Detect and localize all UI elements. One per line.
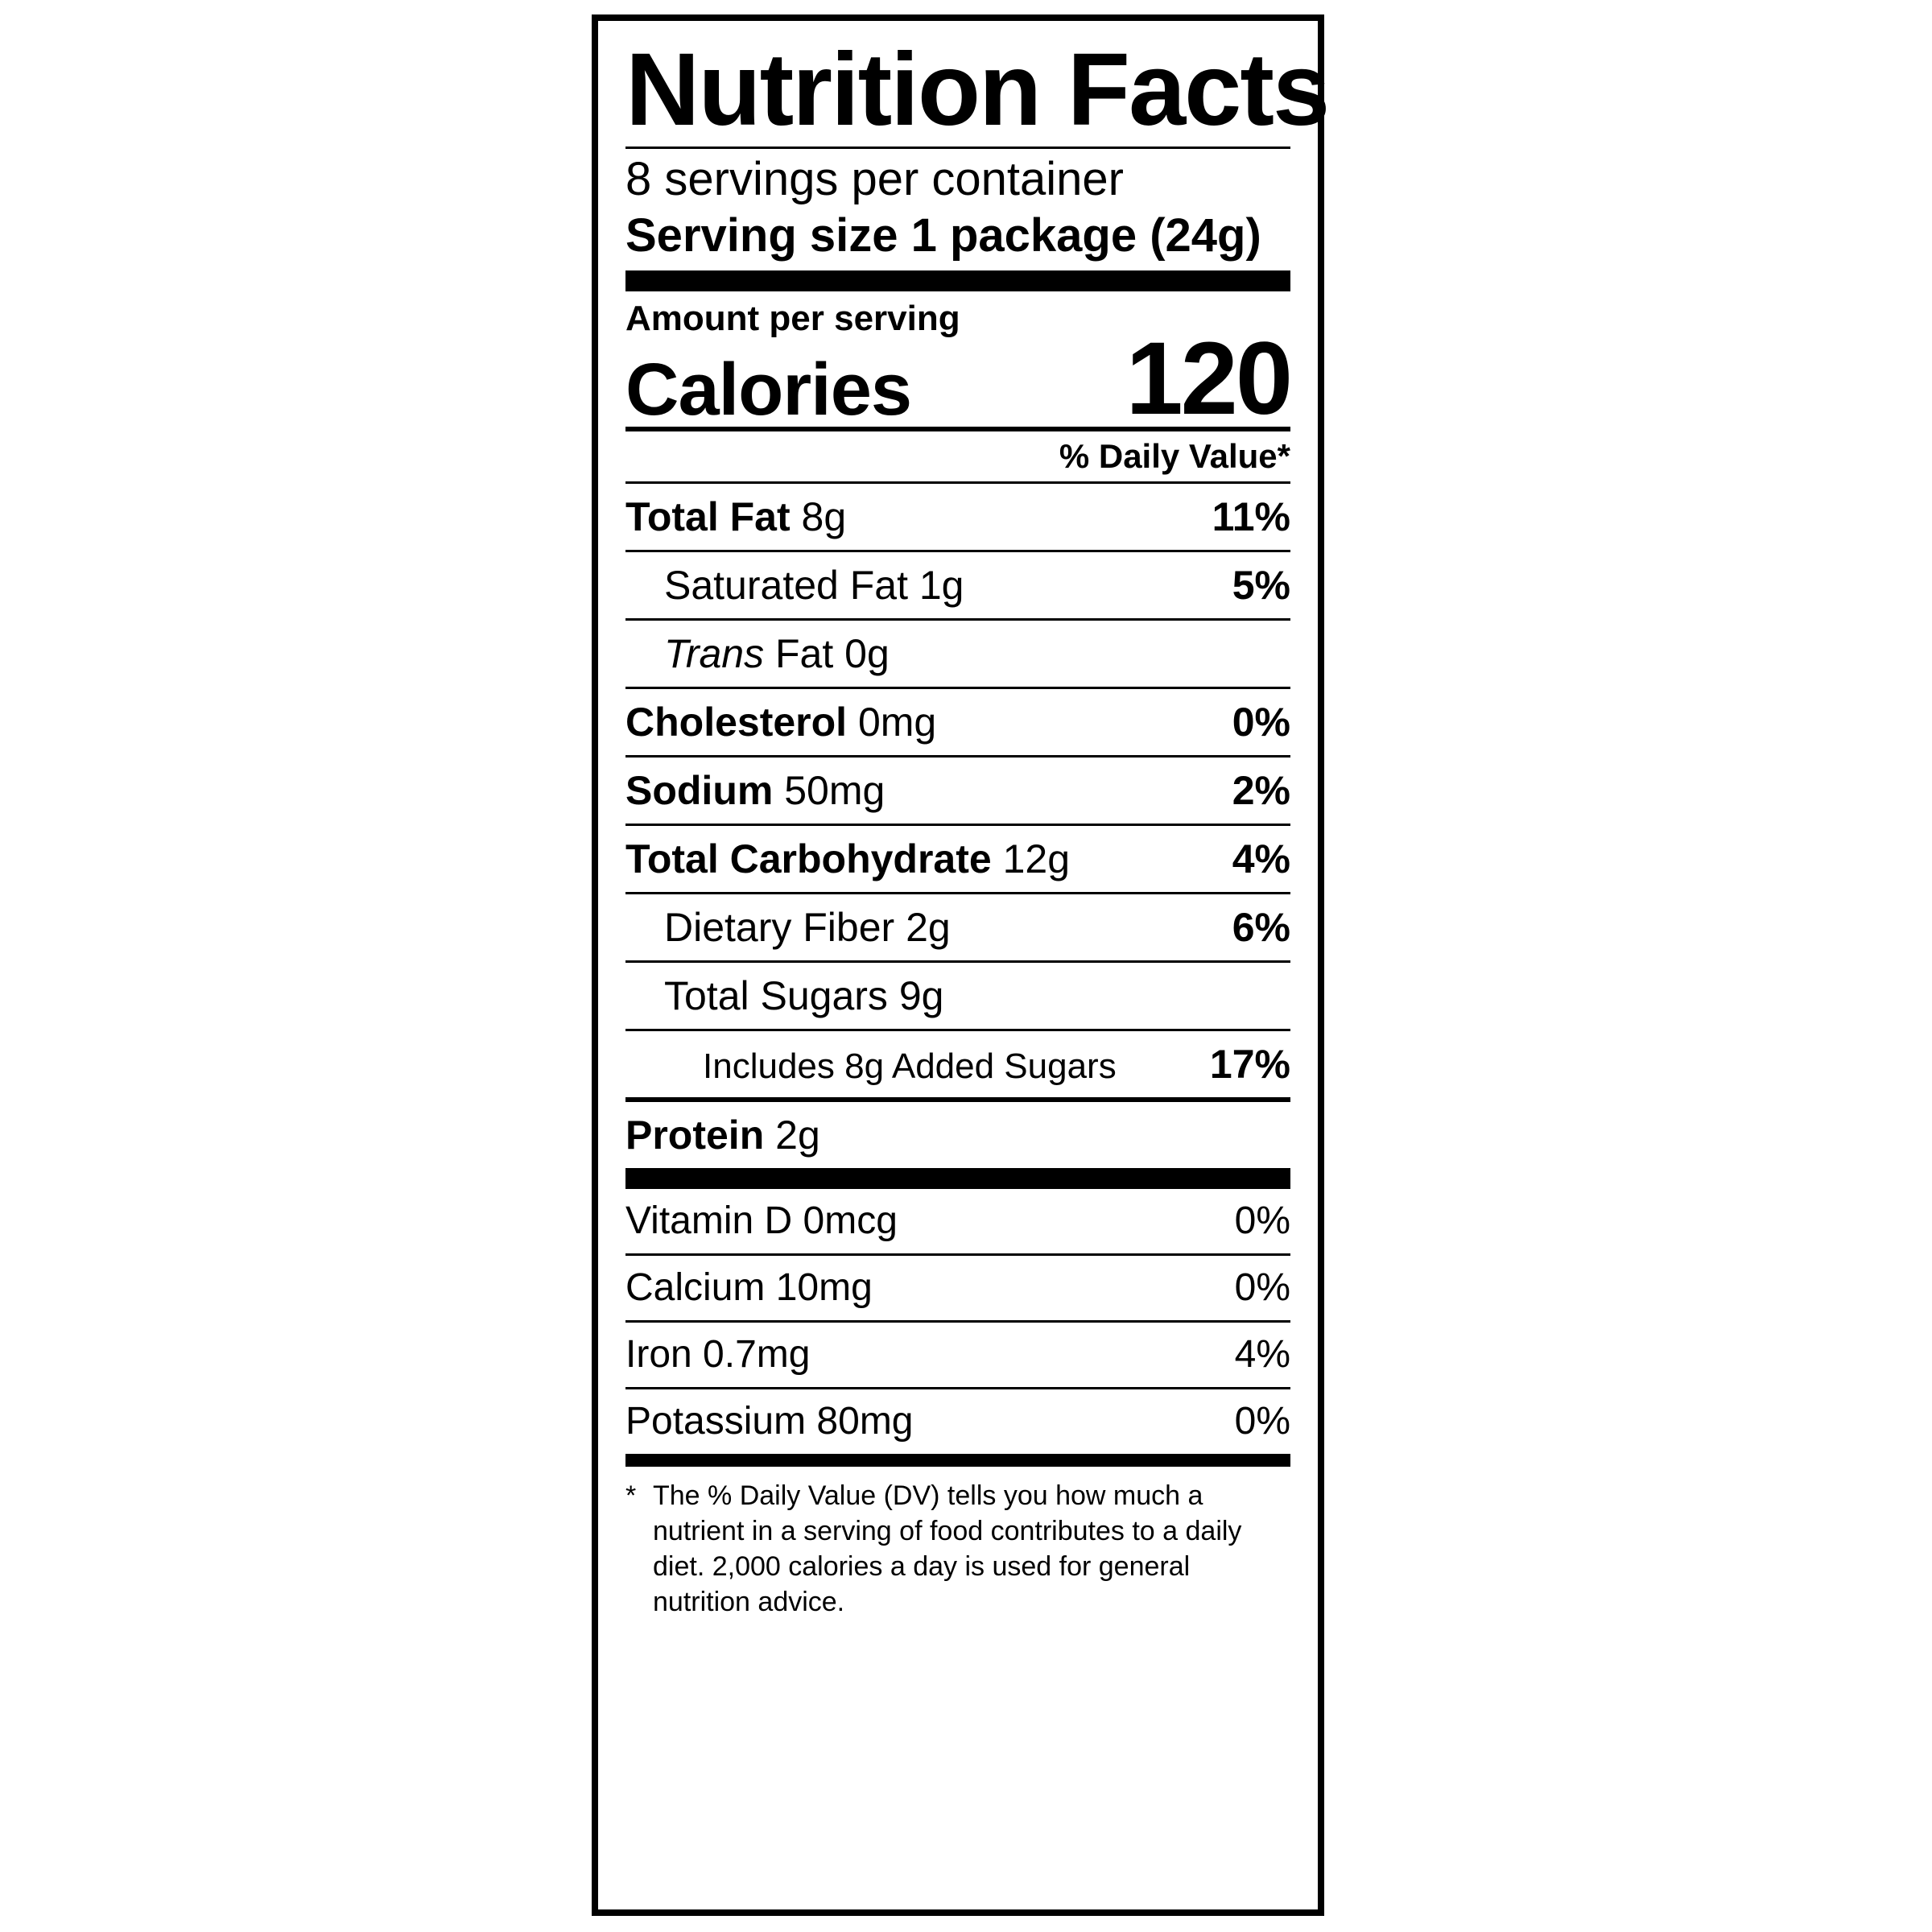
nutrient-name-total-fat (625, 493, 847, 539)
protein-amount: 2g (764, 1112, 820, 1158)
nutrient-name-saturated-fat: Saturated Fat 1g (664, 562, 964, 608)
total-fat-label: Total Fat (625, 493, 791, 539)
servings-per-container: 8 servings per container (625, 153, 1124, 205)
calories-row (625, 320, 1290, 436)
nutrient-row-trans-fat (625, 618, 1290, 687)
total-carbohydrate-label: Total Carbohydrate (625, 836, 992, 881)
trans-fat-rest: Fat 0g (764, 630, 890, 676)
vitamin-name-calcium: Calcium 10mg (625, 1265, 873, 1309)
nutrient-row-total-sugars (625, 960, 1290, 1029)
total-carbohydrate-amount: 12g (991, 836, 1071, 881)
calories-value: 120 (1125, 320, 1290, 436)
nutrient-pct-added-sugars: 17% (1209, 1041, 1290, 1087)
divider-footnote (625, 1454, 1290, 1467)
nutrient-name-sodium (625, 767, 886, 813)
cholesterol-label: Cholesterol (625, 699, 848, 745)
footnote (625, 1467, 1290, 1620)
nutrient-row-cholesterol (625, 687, 1290, 755)
vitamin-row-potassium (625, 1387, 1290, 1454)
nutrient-pct-cholesterol: 0% (1232, 699, 1290, 745)
nutrient-row-protein (625, 1097, 1290, 1168)
nutrition-facts-inner (625, 32, 1329, 1927)
nutrient-row-dietary-fiber (625, 892, 1290, 960)
vitamin-row-calcium (625, 1253, 1290, 1320)
daily-value-header: % Daily Value* (1059, 436, 1290, 475)
divider-thick-top (625, 270, 1290, 291)
serving-size: Serving size 1 package (24g) (625, 209, 1261, 262)
divider-thick-vitamins (625, 1168, 1290, 1189)
nutrient-row-total-fat (625, 481, 1290, 550)
sodium-amount: 50mg (773, 767, 886, 813)
nutrient-row-added-sugars (625, 1029, 1290, 1097)
nutrient-name-total-carbohydrate (625, 836, 1071, 881)
nutrient-name-cholesterol (625, 699, 937, 745)
vitamin-pct-potassium: 0% (1234, 1399, 1290, 1443)
vitamin-row-vitamin-d (625, 1189, 1290, 1253)
nutrient-pct-sodium: 2% (1232, 767, 1290, 813)
vitamin-name-potassium: Potassium 80mg (625, 1399, 914, 1443)
footnote-text: The % Daily Value (DV) tells you how much a nutrient in a serving of food contributes to a daily diet. 2,000 calories a day is used for general nutrition advice. (653, 1480, 1242, 1618)
vitamin-pct-calcium: 0% (1234, 1265, 1290, 1309)
trans-italic-label: Trans (664, 630, 765, 676)
nutrient-name-trans-fat (625, 630, 890, 676)
amount-per-serving-label: Amount per serving (625, 298, 960, 338)
nutrient-name-total-sugars: Total Sugars 9g (664, 972, 944, 1018)
calories-label: Calories (625, 348, 912, 431)
nutrition-facts-panel (592, 14, 1329, 1916)
footnote-asterisk: * (625, 1480, 637, 1511)
nutrient-pct-total-carbohydrate: 4% (1232, 836, 1290, 881)
nutrient-row-sodium (625, 755, 1290, 824)
nutrient-row-total-carbohydrate (625, 824, 1290, 892)
vitamin-name-iron: Iron 0.7mg (625, 1332, 811, 1376)
cholesterol-amount: 0mg (847, 699, 937, 745)
nutrient-name-protein (625, 1112, 820, 1158)
vitamin-pct-vitamin-d: 0% (1234, 1199, 1290, 1242)
protein-label: Protein (625, 1112, 765, 1158)
nutrient-name-added-sugars: Includes 8g Added Sugars (703, 1046, 1117, 1086)
nutrient-pct-total-fat: 11% (1212, 493, 1290, 539)
nutrient-name-dietary-fiber: Dietary Fiber 2g (664, 904, 951, 950)
sodium-label: Sodium (625, 767, 774, 813)
total-fat-amount: 8g (790, 493, 847, 539)
page-title: Nutrition Facts (625, 32, 1329, 147)
nutrient-row-saturated-fat (625, 550, 1290, 618)
nutrient-pct-saturated-fat: 5% (1232, 562, 1290, 608)
nutrient-pct-dietary-fiber: 6% (1232, 904, 1290, 950)
vitamin-name-vitamin-d: Vitamin D 0mcg (625, 1199, 898, 1242)
vitamin-row-iron (625, 1320, 1290, 1387)
vitamin-pct-iron: 4% (1234, 1332, 1290, 1376)
